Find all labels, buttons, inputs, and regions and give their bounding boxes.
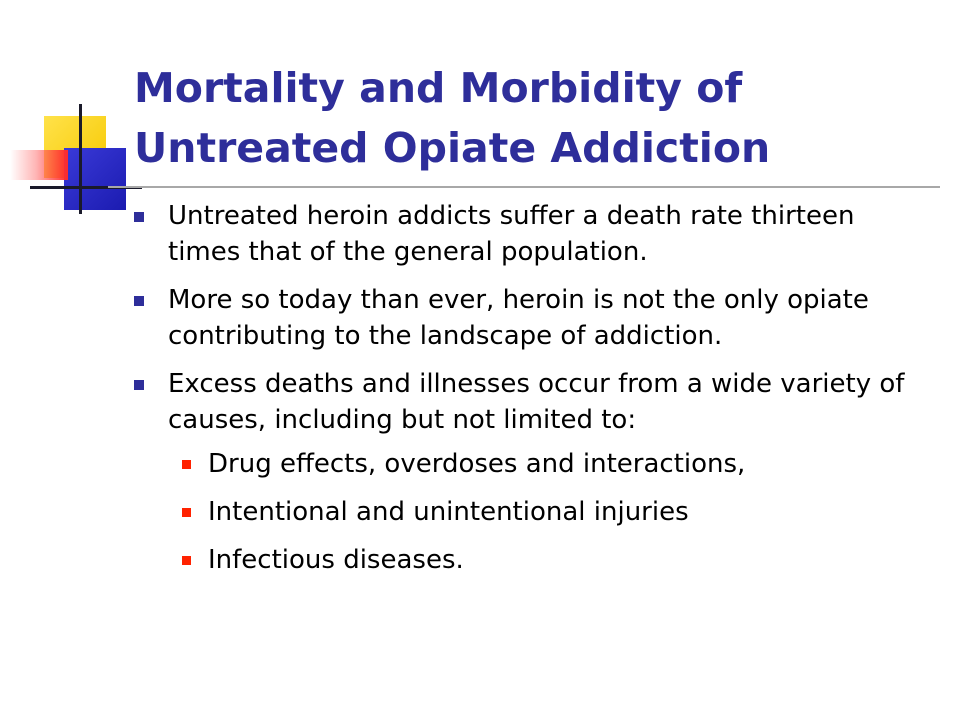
- logo-blue-square: [64, 148, 126, 210]
- slide-body: [134, 198, 934, 590]
- sub-bullet-text: Infectious diseases.: [208, 545, 464, 575]
- square-bullet-icon: [134, 296, 144, 306]
- logo-red-bar: [10, 150, 68, 180]
- sub-bullet-item: [168, 542, 934, 578]
- logo-vertical-line: [79, 104, 82, 214]
- sub-bullet-item: [168, 494, 934, 530]
- bullet-item: [134, 198, 934, 270]
- square-bullet-icon: [134, 380, 144, 390]
- title-line-2: Untreated Opiate Addiction: [134, 124, 771, 172]
- square-bullet-icon: [182, 460, 191, 469]
- sub-bullet-text: Drug effects, overdoses and interactions,: [208, 449, 746, 479]
- bullet-item: [134, 366, 934, 578]
- bullet-text: More so today than ever, heroin is not the only opiate contributing to the landscape of addiction.: [168, 285, 869, 351]
- square-bullet-icon: [182, 556, 191, 565]
- sub-bullet-item: [168, 446, 934, 482]
- sub-bullet-list: [168, 446, 934, 578]
- bullet-text: Untreated heroin addicts suffer a death rate thirteen times that of the general population.: [168, 201, 855, 267]
- bullet-text: Excess deaths and illnesses occur from a wide variety of causes, including but not limited to:: [168, 369, 905, 435]
- title-divider: [108, 186, 940, 188]
- sub-bullet-text: Intentional and unintentional injuries: [208, 497, 689, 527]
- bullet-list: [134, 198, 934, 578]
- corner-logo-icon: [0, 0, 140, 230]
- square-bullet-icon: [134, 212, 144, 222]
- bullet-item: [134, 282, 934, 354]
- title-line-1: Mortality and Morbidity of: [134, 64, 743, 112]
- square-bullet-icon: [182, 508, 191, 517]
- slide-title: [134, 58, 934, 178]
